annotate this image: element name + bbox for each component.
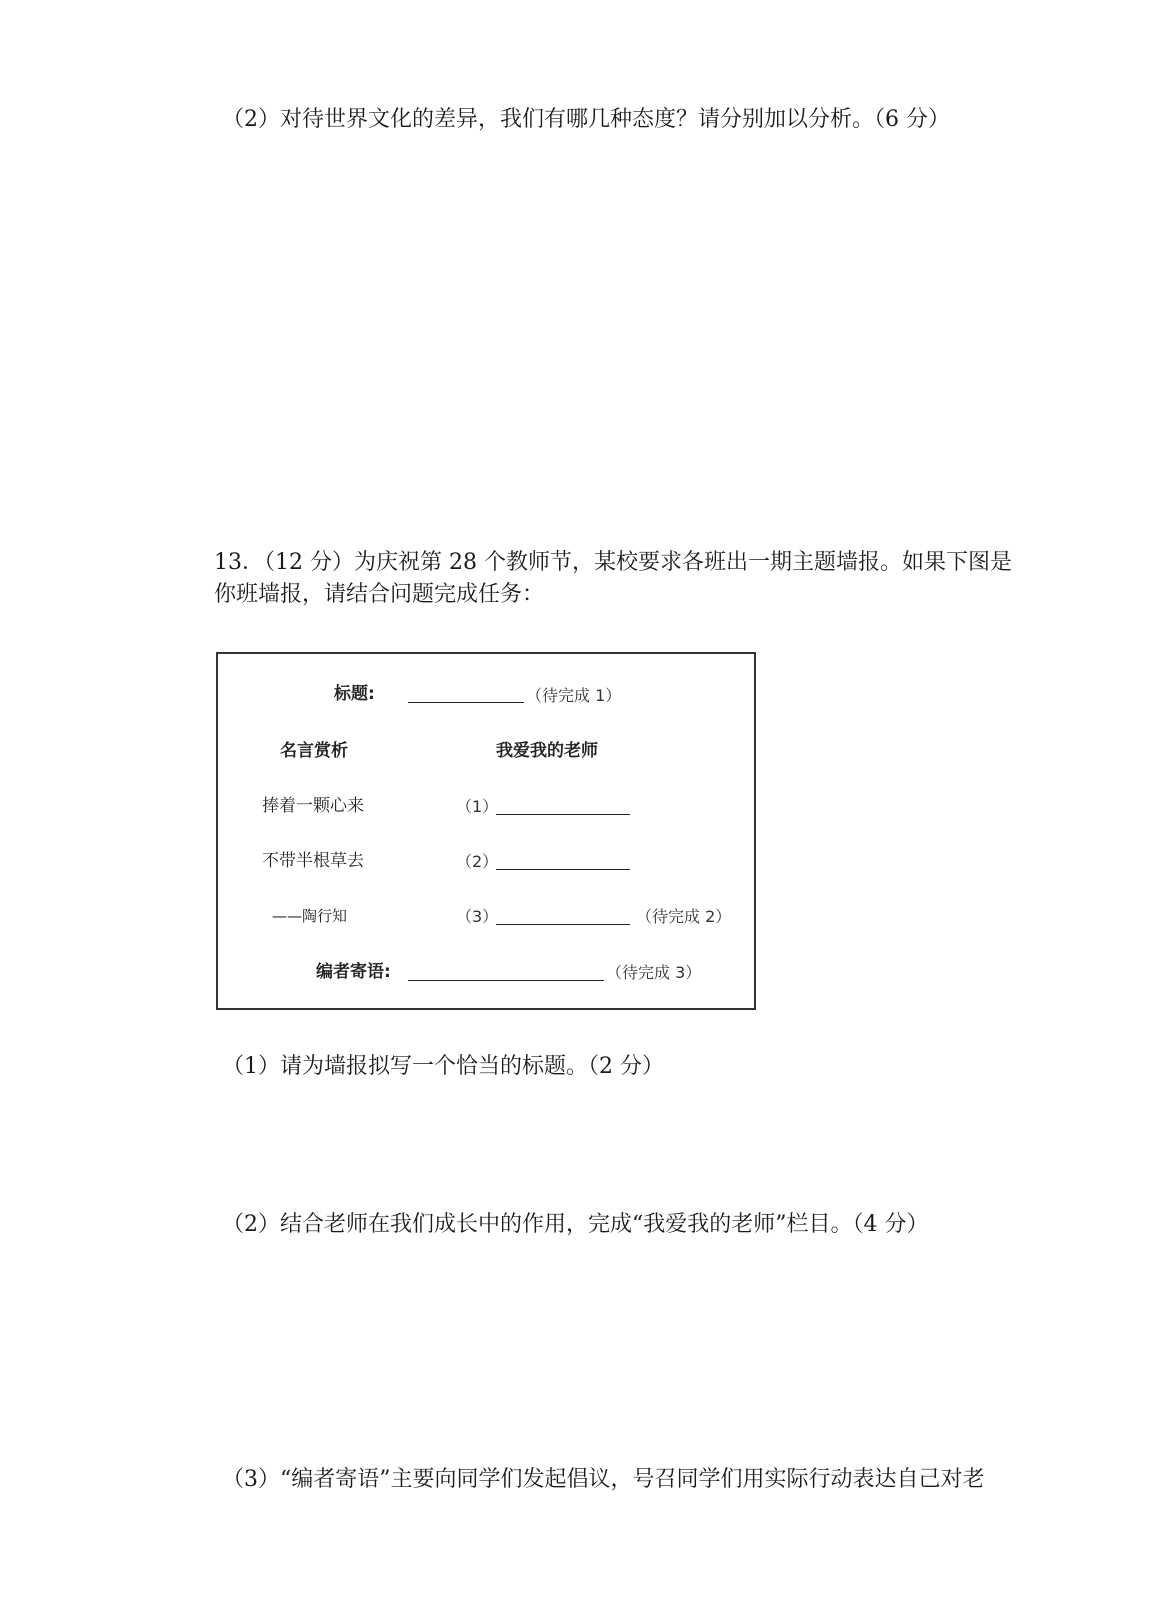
poster-title-blank xyxy=(408,702,524,703)
poster-item-3-label: （3） xyxy=(456,907,499,926)
poster-left-heading: 名言赏析 xyxy=(280,741,348,761)
poster-quote-author: ——陶行知 xyxy=(272,907,348,925)
question-13-part-1: （1）请为墙报拟写一个恰当的标题。（2 分） xyxy=(222,1054,664,1079)
poster-editor-label: 编者寄语: xyxy=(316,962,391,982)
poster-quote-line-2: 不带半根草去 xyxy=(262,851,364,871)
question-13-stem-line-1: 13．（12 分）为庆祝第 28 个教师节，某校要求各班出一期主题墙报。如果下图是 xyxy=(214,550,1012,575)
question-13-stem-line-2: 你班墙报，请结合问题完成任务： xyxy=(214,582,545,607)
question-12-part-2: （2）对待世界文化的差异，我们有哪几种态度？请分别加以分析。（6 分） xyxy=(222,107,950,132)
question-13-part-2: （2）结合老师在我们成长中的作用，完成“我爱我的老师”栏目。（4 分） xyxy=(222,1212,929,1237)
poster-editor-blank xyxy=(408,980,604,981)
poster-editor-note: （待完成 3） xyxy=(606,963,702,982)
question-13-part-3: （3）“编者寄语”主要向同学们发起倡议，号召同学们用实际行动表达自己对老 xyxy=(222,1467,985,1492)
poster-title-label: 标题: xyxy=(334,684,375,704)
poster-item-2-label: （2） xyxy=(456,852,499,871)
wall-poster-figure xyxy=(216,652,756,1010)
poster-item-2-blank xyxy=(496,869,630,870)
poster-item-1-label: （1） xyxy=(456,797,499,816)
poster-title-note: （待完成 1） xyxy=(526,686,622,705)
poster-item-3-blank xyxy=(496,924,630,925)
poster-quote-line-1: 捧着一颗心来 xyxy=(262,796,364,816)
poster-items-note: （待完成 2） xyxy=(636,907,732,926)
poster-item-1-blank xyxy=(496,814,630,815)
poster-right-heading: 我爱我的老师 xyxy=(496,741,598,761)
